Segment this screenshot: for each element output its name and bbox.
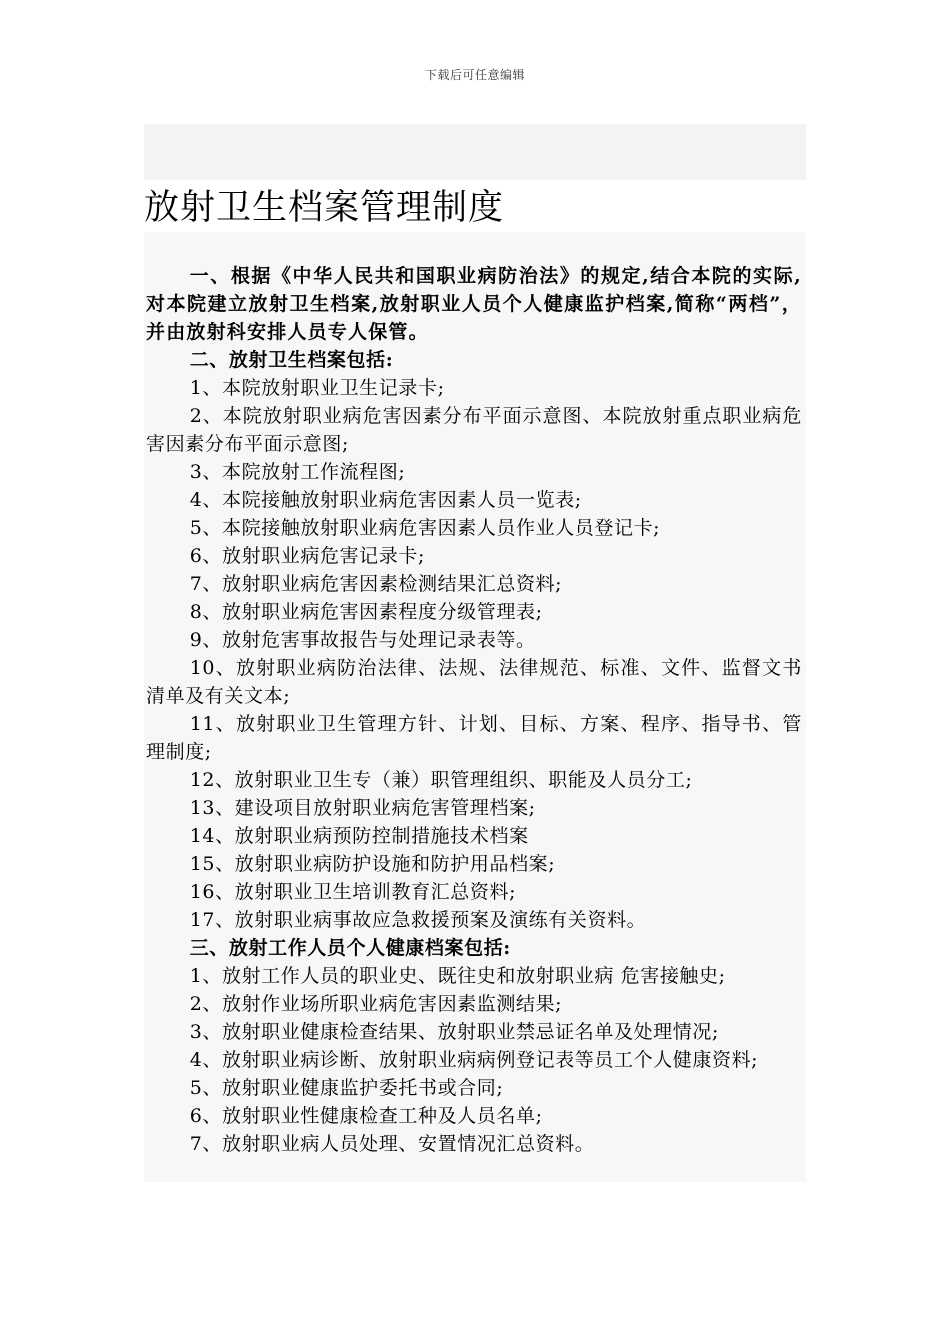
list-item: 7、放射职业病危害因素检测结果汇总资料; — [189, 573, 563, 595]
list-item: 13、建设项目放射职业病危害管理档案; — [189, 797, 536, 819]
list-item: 4、本院接触放射职业病危害因素人员一览表; — [189, 489, 582, 511]
list-item: 6、放射职业性健康检查工种及人员名单; — [189, 1105, 543, 1127]
header-note: 下载后可任意编辑 — [424, 68, 525, 82]
list-item: 5、放射职业健康监护委托书或合同; — [189, 1077, 504, 1099]
list-item: 3、本院放射工作流程图; — [189, 461, 406, 483]
list-item: 8、放射职业病危害因素程度分级管理表; — [189, 601, 543, 623]
section-heading: 二、放射卫生档案包括: — [189, 349, 394, 371]
list-item: 15、放射职业病防护设施和防护用品档案; — [189, 853, 556, 875]
list-item: 1、放射工作人员的职业史、既往史和放射职业病 危害接触史; — [189, 965, 726, 987]
list-item: 12、放射职业卫生专（兼）职管理组织、职能及人员分工; — [189, 769, 693, 791]
document-body — [146, 262, 802, 1158]
list-item: 2、放射作业场所职业病危害因素监测结果; — [189, 993, 563, 1015]
list-item: 6、放射职业病危害记录卡; — [189, 545, 425, 567]
list-item: 14、放射职业病预防控制措施技术档案 — [189, 825, 529, 847]
list-item: 3、放射职业健康检查结果、放射职业禁忌证名单及处理情况; — [189, 1021, 719, 1043]
list-item: 10、放射职业病防治法律、法规、法律规范、标准、文件、监督文书清单及有关文本; — [146, 657, 802, 707]
list-item: 17、放射职业病事故应急救援预案及演练有关资料。 — [189, 909, 647, 931]
list-item: 1、本院放射职业卫生记录卡; — [189, 377, 445, 399]
header-band — [144, 124, 806, 180]
list-item: 2、本院放射职业病危害因素分布平面示意图、本院放射重点职业病危害因素分布平面示意图; — [146, 405, 802, 455]
list-item: 7、放射职业病人员处理、安置情况汇总资料。 — [189, 1133, 595, 1155]
list-item: 5、本院接触放射职业病危害因素人员作业人员登记卡; — [189, 517, 661, 539]
section-heading: 三、放射工作人员个人健康档案包括: — [189, 937, 511, 959]
list-item: 9、放射危害事故报告与处理记录表等。 — [189, 629, 536, 651]
paragraph: 一、根据《中华人民共和国职业病防治法》的规定,结合本院的实际,对本院建立放射卫生档案,放射职业人员个人健康监护档案,简称“两档”，并由放射科安排人员专人保管。 — [146, 265, 802, 343]
document-title: 放射卫生档案管理制度 — [144, 188, 505, 228]
list-item: 11、放射职业卫生管理方针、计划、目标、方案、程序、指导书、管理制度; — [146, 713, 802, 763]
list-item: 16、放射职业卫生培训教育汇总资料; — [189, 881, 517, 903]
list-item: 4、放射职业病诊断、放射职业病病例登记表等员工个人健康资料; — [189, 1049, 759, 1071]
